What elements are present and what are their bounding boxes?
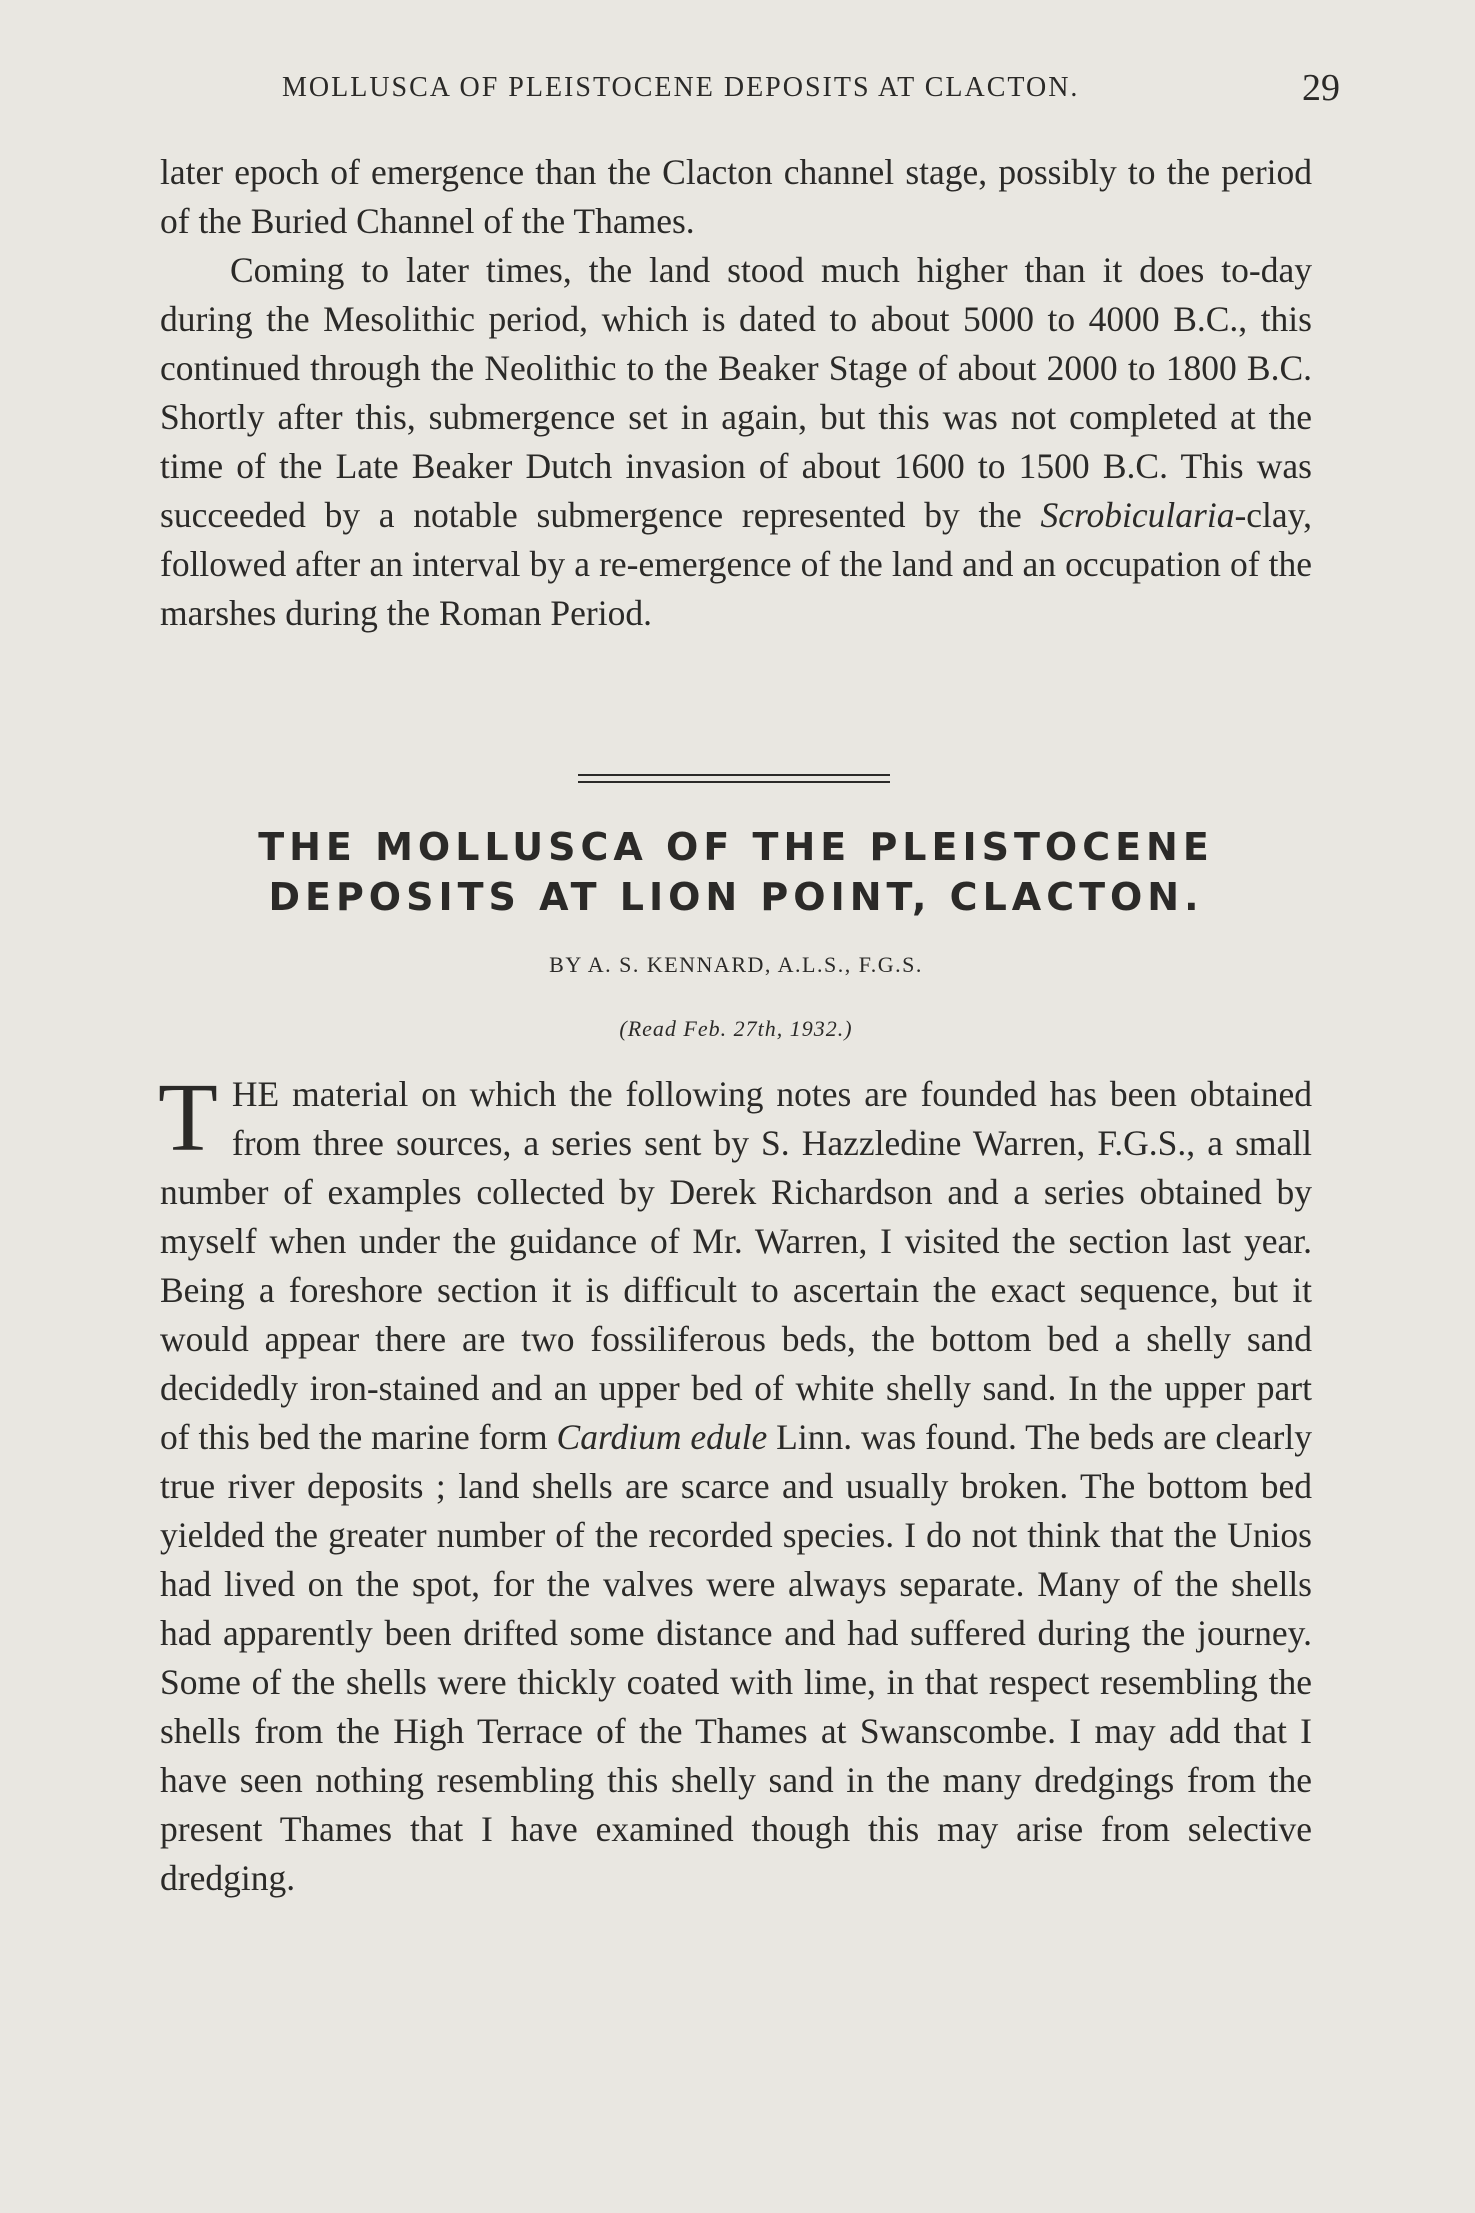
italic-term: Scrobicularia bbox=[1040, 495, 1235, 535]
byline: BY A. S. KENNARD, A.L.S., F.G.S. bbox=[549, 952, 923, 977]
article-title-line: THE MOLLUSCA OF THE PLEISTOCENE bbox=[258, 825, 1214, 869]
running-head bbox=[160, 67, 1340, 112]
article-body bbox=[158, 1064, 1312, 1903]
text-run: Coming to later times, the land stood much higher than it does to-day during the Mesolithic period, which is dated to about 5000 to 4000 B.C., this continued through the Neolithic to the Beaker Stage of about 2000 to 1800 B.C. Shortly after this, submergence set in again, but this was not completed at the time of the Late Beaker Dutch invasion of about 1600 to 1500 B.C. This was succeeded by a notable submergence represented by the bbox=[160, 250, 1312, 535]
drop-cap: T bbox=[158, 1064, 218, 1172]
read-date: (Read Feb. 27th, 1932.) bbox=[619, 1016, 853, 1041]
paragraph bbox=[160, 246, 1312, 638]
italic-term: Cardium edule bbox=[556, 1417, 768, 1457]
paragraph bbox=[158, 1064, 1312, 1903]
running-title: MOLLUSCA OF PLEISTOCENE DEPOSITS AT CLACTON. bbox=[282, 72, 1080, 103]
article-title bbox=[160, 822, 1312, 922]
article-title-line: DEPOSITS AT LION POINT, CLACTON. bbox=[268, 875, 1204, 919]
paragraph: later epoch of emergence than the Clacton channel stage, possibly to the period of the Buried Channel of the Thames. bbox=[160, 152, 1312, 241]
page-number: 29 bbox=[1302, 67, 1340, 109]
text-run: Linn. was found. The beds are clearly true river deposits ; land shells are scarce and usually broken. The bottom bed yielded the greater number of the recorded species. I do not think that the Unios had lived on the spot, for the valves were always separate. Many of the shells had apparently been drifted some distance and had suffered during the journey. Some of the shells were thickly coated with lime, in that respect resembling the shells from the High Terrace of the Thames at Swanscombe. I may add that I have seen nothing resembling this shelly sand in the many dredgings from the present Thames that I have examined though this may arise from selective dredging. bbox=[160, 1417, 1312, 1898]
text-run: -clay, followed after an interval by a re-emergence of the land and an occupation of the marshes during the Roman Period. bbox=[160, 495, 1312, 633]
section-divider-rule bbox=[578, 774, 890, 783]
previous-article-text bbox=[160, 148, 1312, 638]
text-run: HE material on which the following notes are founded has been obtained from three sources, a series sent by S. Hazzledine Warren, F.G.S., a small number of examples collected by Derek Richardson and a series obtained by myself when under the guidance of Mr. Warren, I visited the section last year. Being a foreshore section it is difficult to ascertain the exact sequence, but it would appear there are two fossiliferous beds, the bottom bed a shelly sand decidedly iron-stained and an upper bed of white shelly sand. In the upper part of this bed the marine form bbox=[160, 1074, 1312, 1457]
